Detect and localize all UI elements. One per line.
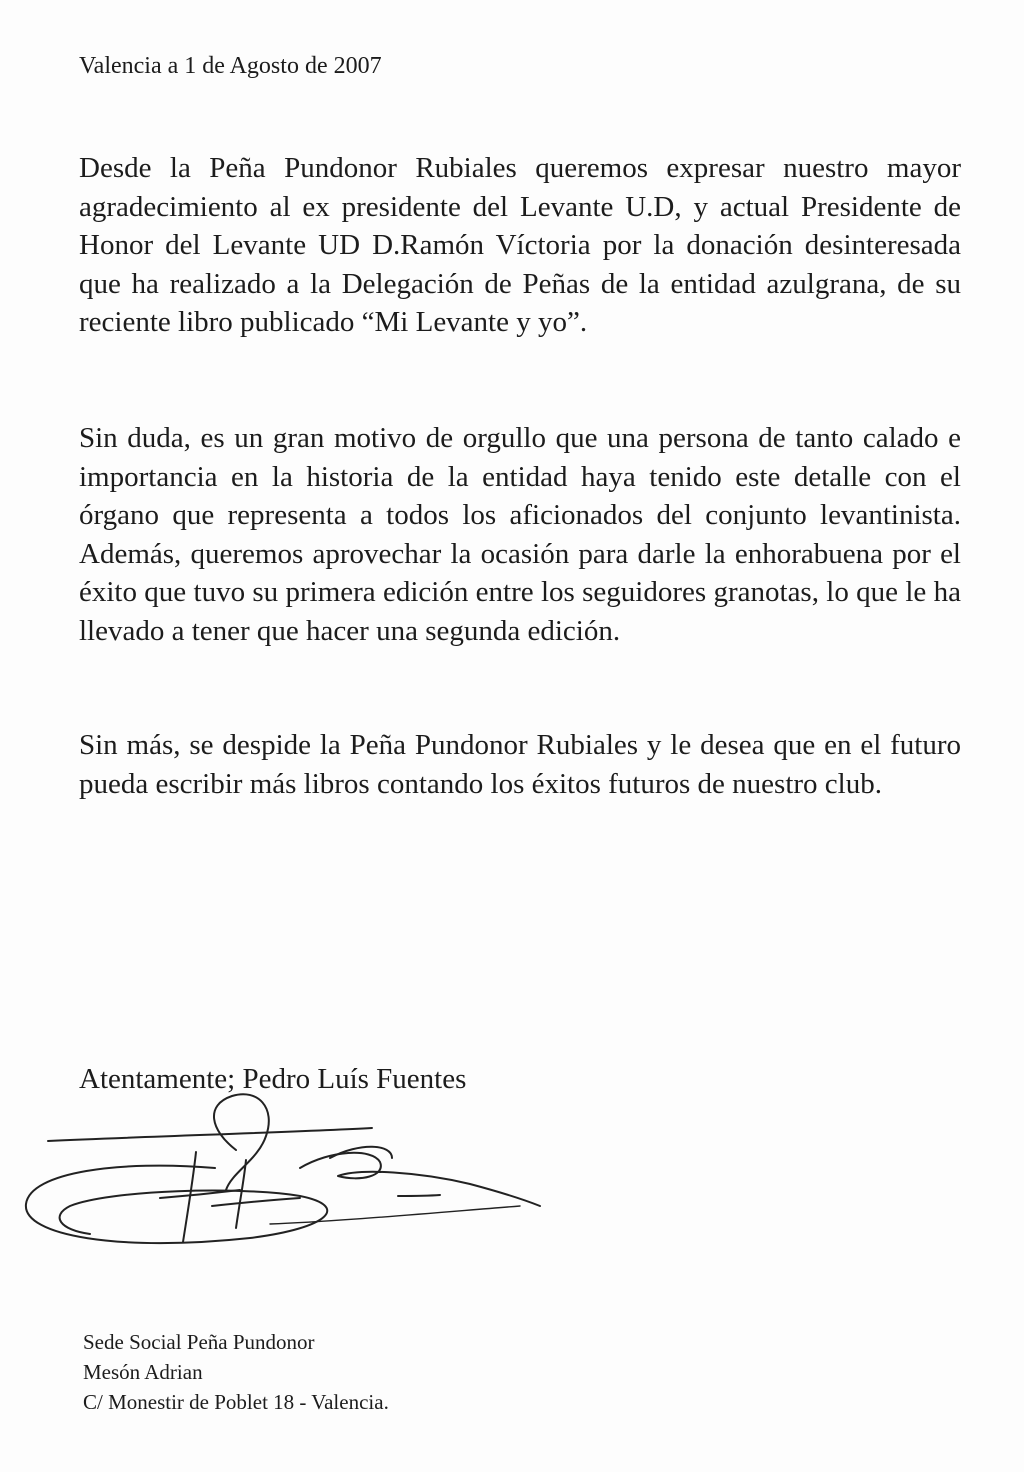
address-line-street: C/ Monestir de Poblet 18 - Valencia.: [83, 1390, 389, 1414]
paragraph-farewell: Sin más, se despide la Peña Pundonor Rubiales y le desea que en el futuro pueda escribir más libros contando los éxitos futuros de nuestro club.: [79, 729, 961, 800]
paragraph-gratitude: Desde la Peña Pundonor Rubiales queremos expresar nuestro mayor agradecimiento al ex presidente del Levante U.D, y actual Presidente de Honor del Levante UD D.Ramón Víctoria por la donación desinteresada que ha realizado a la Delegación de Peñas de la entidad azulgrana, de su reciente libro publicado “Mi Levante y yo”.: [79, 152, 961, 338]
handwritten-signature: [0, 1080, 560, 1280]
paragraph-pride: Sin duda, es un gran motivo de orgullo que una persona de tanto calado e importancia en la historia de la entidad haya tenido este detalle con el órgano que representa a todos los aficionados del conjunto levantinista. Además, queremos aprovechar la ocasión para darle la enhorabuena por el éxito que tuvo su primera edición entre los seguidores granotas, lo que le ha llevado a tener que hacer una segunda edición.: [79, 422, 961, 647]
letter-date: Valencia a 1 de Agosto de 2007: [79, 53, 382, 79]
closing-signoff: Atentamente; Pedro Luís Fuentes: [79, 1063, 467, 1095]
address-block: [83, 1327, 389, 1417]
address-line-sede: Sede Social Peña Pundonor: [83, 1330, 315, 1354]
address-line-meson: Mesón Adrian: [83, 1360, 203, 1384]
